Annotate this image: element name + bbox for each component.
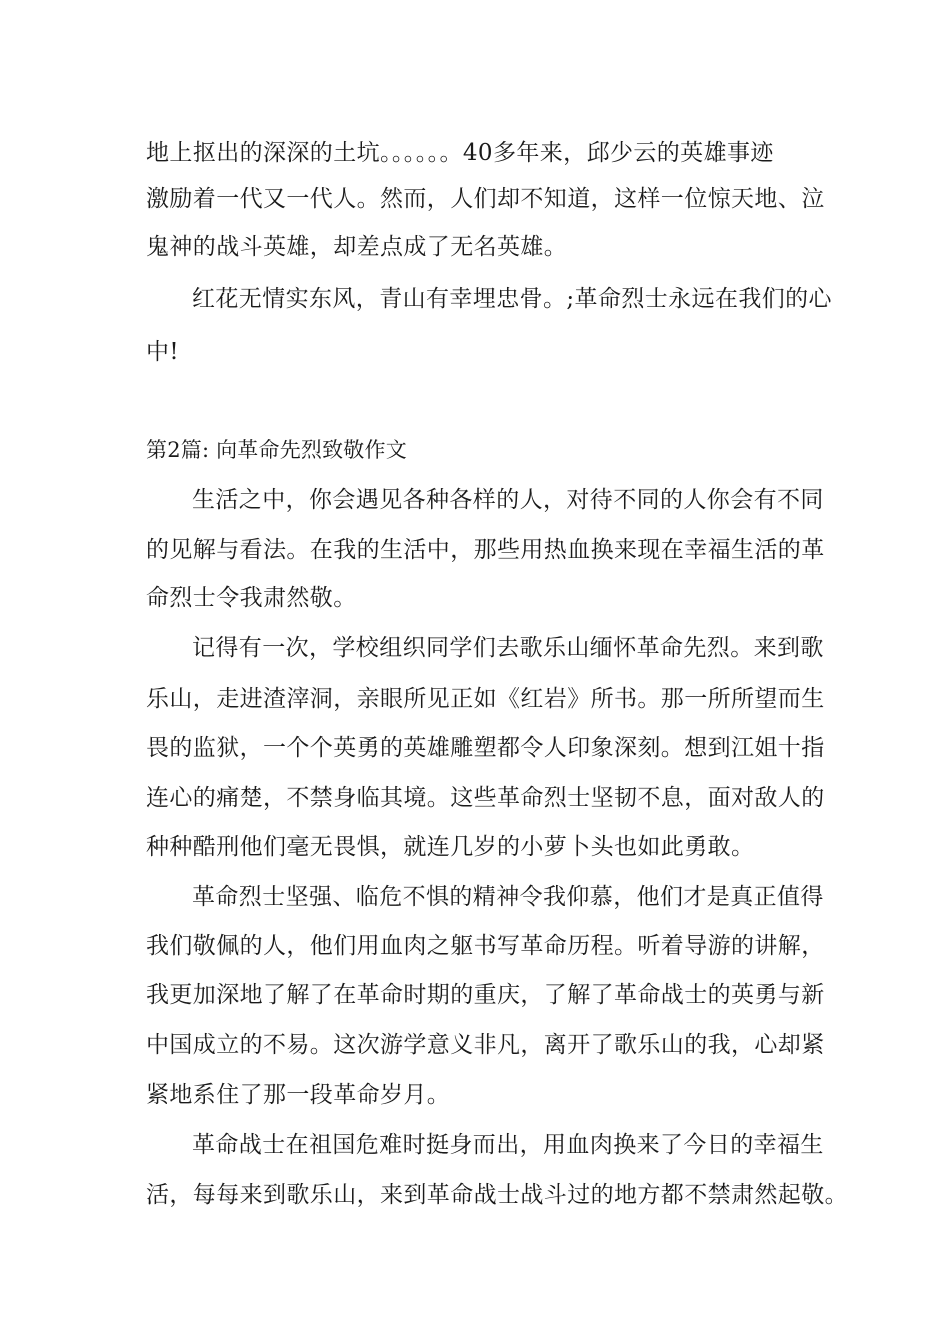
text-line: 乐山，走进渣滓洞，亲眼所见正如《红岩》所书。那一所所望而生 xyxy=(146,686,825,712)
text-line: 我们敬佩的人，他们用血肉之躯书写革命历程。听着导游的讲解， xyxy=(146,933,825,959)
text-line: 我更加深地了解了在革命时期的重庆，了解了革命战士的英勇与新 xyxy=(146,982,825,1008)
text-line: 畏的监狱，一个个英勇的英雄雕塑都令人印象深刻。想到江姐十指 xyxy=(146,735,825,761)
text-line: 种种酷刑他们毫无畏惧，就连几岁的小萝卜头也如此勇敢。 xyxy=(146,834,755,860)
paragraph-first-line: 革命烈士坚强、临危不惧的精神令我仰慕，他们才是真正值得 xyxy=(192,884,824,910)
text-line: 活，每每来到歌乐山，来到革命战士战斗过的地方都不禁肃然起敬。 xyxy=(146,1182,848,1208)
text-line: 激励着一代又一代人。然而，人们却不知道，这样一位惊天地、泣 xyxy=(146,186,825,212)
text-line: 地上抠出的深深的土坑。。。。。。40多年来，邱少云的英雄事迹 xyxy=(146,140,774,166)
text-line: 中国成立的不易。这次游学意义非凡，离开了歌乐山的我，心却紧 xyxy=(146,1032,825,1058)
text-line: 鬼神的战斗英雄，却差点成了无名英雄。 xyxy=(146,234,568,260)
section-heading: 第2篇: 向革命先烈致敬作文 xyxy=(146,438,407,462)
text-line: 紧地系住了那一段革命岁月。 xyxy=(146,1082,451,1108)
text-line: 连心的痛楚，不禁身临其境。这些革命烈士坚韧不息，面对敌人的 xyxy=(146,785,825,811)
paragraph-first-line: 记得有一次，学校组织同学们去歌乐山缅怀革命先烈。来到歌 xyxy=(192,635,824,661)
paragraph-first-line: 生活之中，你会遇见各种各样的人，对待不同的人你会有不同 xyxy=(192,487,824,513)
text-line: 命烈士令我肃然敬。 xyxy=(146,585,357,611)
paragraph-first-line: 革命战士在祖国危难时挺身而出，用血肉换来了今日的幸福生 xyxy=(192,1132,824,1158)
text-line: 中! xyxy=(146,339,180,365)
paragraph-first-line: 红花无情实东风，青山有幸埋忠骨。;革命烈士永远在我们的心 xyxy=(192,286,832,312)
text-line: 的见解与看法。在我的生活中，那些用热血换来现在幸福生活的革 xyxy=(146,537,825,563)
